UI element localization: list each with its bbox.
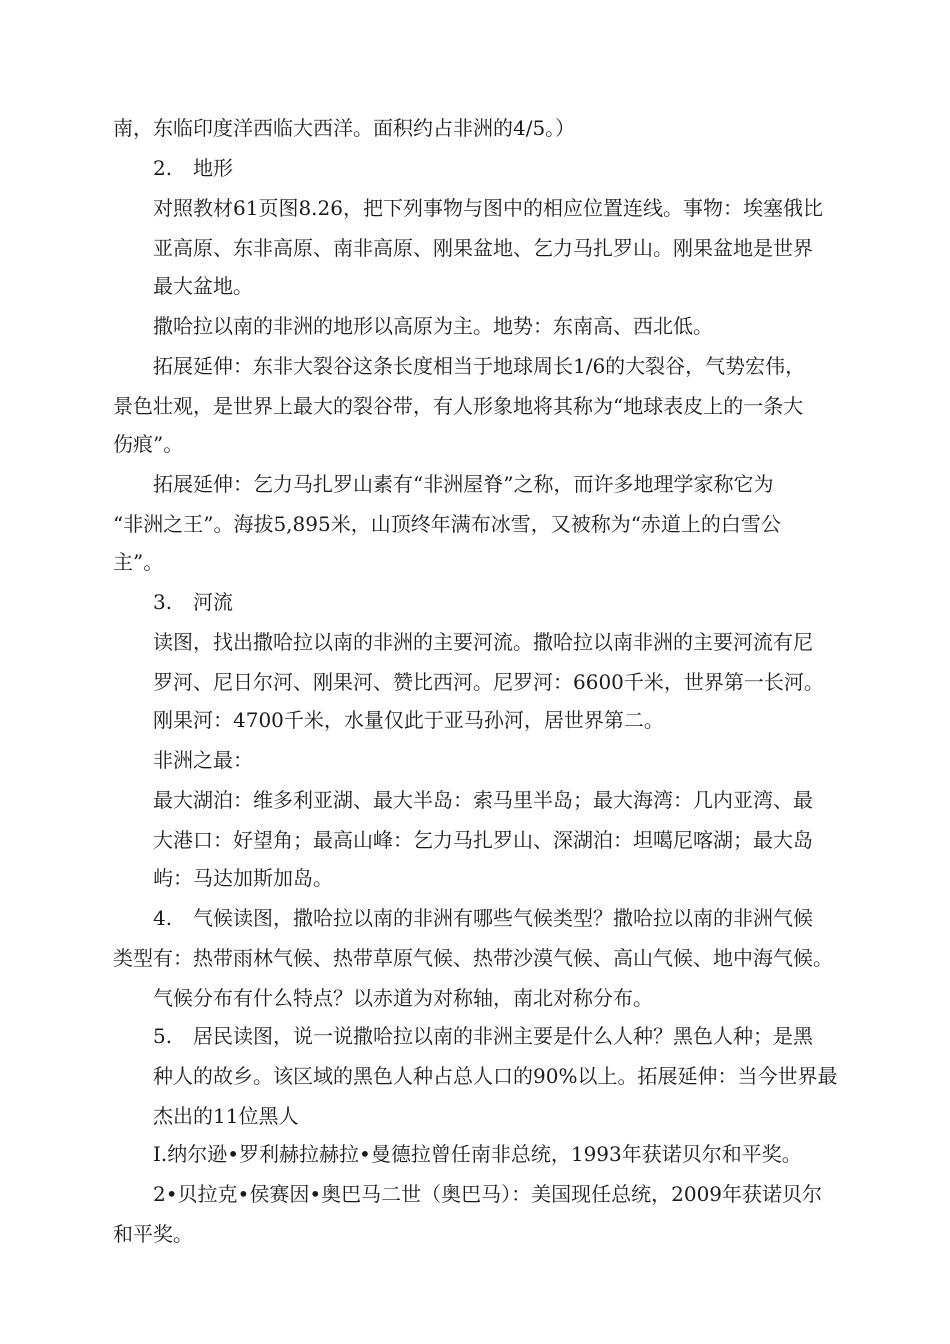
text-line: “非洲之王”。海拔5,895米，山顶终年满布冰雪，又被称为“赤道上的白雪公: [113, 512, 781, 536]
text-line: 大港口：好望角；最高山峰：乞力马扎罗山、深湖泊：坦噶尼喀湖；最大岛: [153, 828, 813, 852]
text-line: 非洲之最：: [153, 748, 253, 772]
text-line: 亚高原、东非高原、南非高原、刚果盆地、乞力马扎罗山。刚果盆地是世界: [153, 236, 813, 260]
text-line: 对照教材61页图8.26，把下列事物与图中的相应位置连线。事物：埃塞俄比: [153, 196, 823, 220]
text-line: 读图，找出撒哈拉以南的非洲的主要河流。撒哈拉以南非洲的主要河流有尼: [153, 630, 813, 654]
text-line: 2•贝拉克•侯赛因•奥巴马二世（奥巴马）：美国现任总统，2009年获诺贝尔: [153, 1182, 823, 1206]
text-line: 屿：马达加斯加岛。: [153, 866, 333, 890]
section-text: 气候读图，撒哈拉以南的非洲有哪些气候类型？撒哈拉以南的非洲气候: [193, 906, 813, 930]
text-line: I.纳尔逊•罗利赫拉赫拉•曼德拉曾任南非总统，1993年获诺贝尔和平奖。: [153, 1142, 802, 1166]
text-line: 拓展延伸：东非大裂谷这条长度相当于地球周长1/6的大裂谷，气势宏伟，: [153, 354, 806, 378]
text-line: 主”。: [113, 550, 164, 574]
text-line: 气候分布有什么特点？以赤道为对称轴，南北对称分布。: [153, 986, 653, 1010]
text-line: 和平奖。: [113, 1222, 193, 1246]
section-number: 2.: [153, 156, 173, 180]
section-heading-rivers: [153, 589, 233, 615]
text-line: 撒哈拉以南的非洲的地形以高原为主。地势：东南高、西北低。: [153, 314, 713, 338]
section-number: 4.: [153, 906, 173, 930]
text-line: 种人的故乡。该区域的黑色人种占总人口的90%以上。拓展延伸：当今世界最: [153, 1064, 838, 1088]
text-line: 类型有：热带雨林气候、热带草原气候、热带沙漠气候、高山气候、地中海气候。: [113, 946, 833, 970]
text-line: 南，东临印度洋西临大西洋。面积约占非洲的4/5。）: [113, 116, 576, 140]
text-line: 伤痕”。: [113, 432, 184, 456]
text-line: 罗河、尼日尔河、刚果河、赞比西河。尼罗河：6600千米，世界第一长河。: [153, 670, 824, 694]
text-line: 最大湖泊：维多利亚湖、最大半岛：索马里半岛；最大海湾：几内亚湾、最: [153, 788, 813, 812]
section-heading-terrain: [153, 155, 233, 181]
text-line: 最大盆地。: [153, 274, 253, 298]
text-line: 景色壮观，是世界上最大的裂谷带，有人形象地将其称为“地球表皮上的一条大: [113, 394, 804, 418]
text-line: 刚果河：4700千米，水量仅此于亚马孙河，居世界第二。: [153, 708, 664, 732]
section-heading-climate: [153, 905, 813, 931]
section-number: 3.: [153, 590, 173, 614]
text-line: 拓展延伸：乞力马扎罗山素有“非洲屋脊”之称，而许多地理学家称它为: [153, 472, 774, 496]
section-number: 5.: [153, 1024, 173, 1048]
text-line: 杰出的11位黑人: [153, 1104, 299, 1128]
section-text: 居民读图，说一说撒哈拉以南的非洲主要是什么人种？黑色人种；是黑: [193, 1024, 813, 1048]
section-heading-residents: [153, 1023, 813, 1049]
section-title: 地形: [193, 156, 233, 180]
section-title: 河流: [193, 590, 233, 614]
